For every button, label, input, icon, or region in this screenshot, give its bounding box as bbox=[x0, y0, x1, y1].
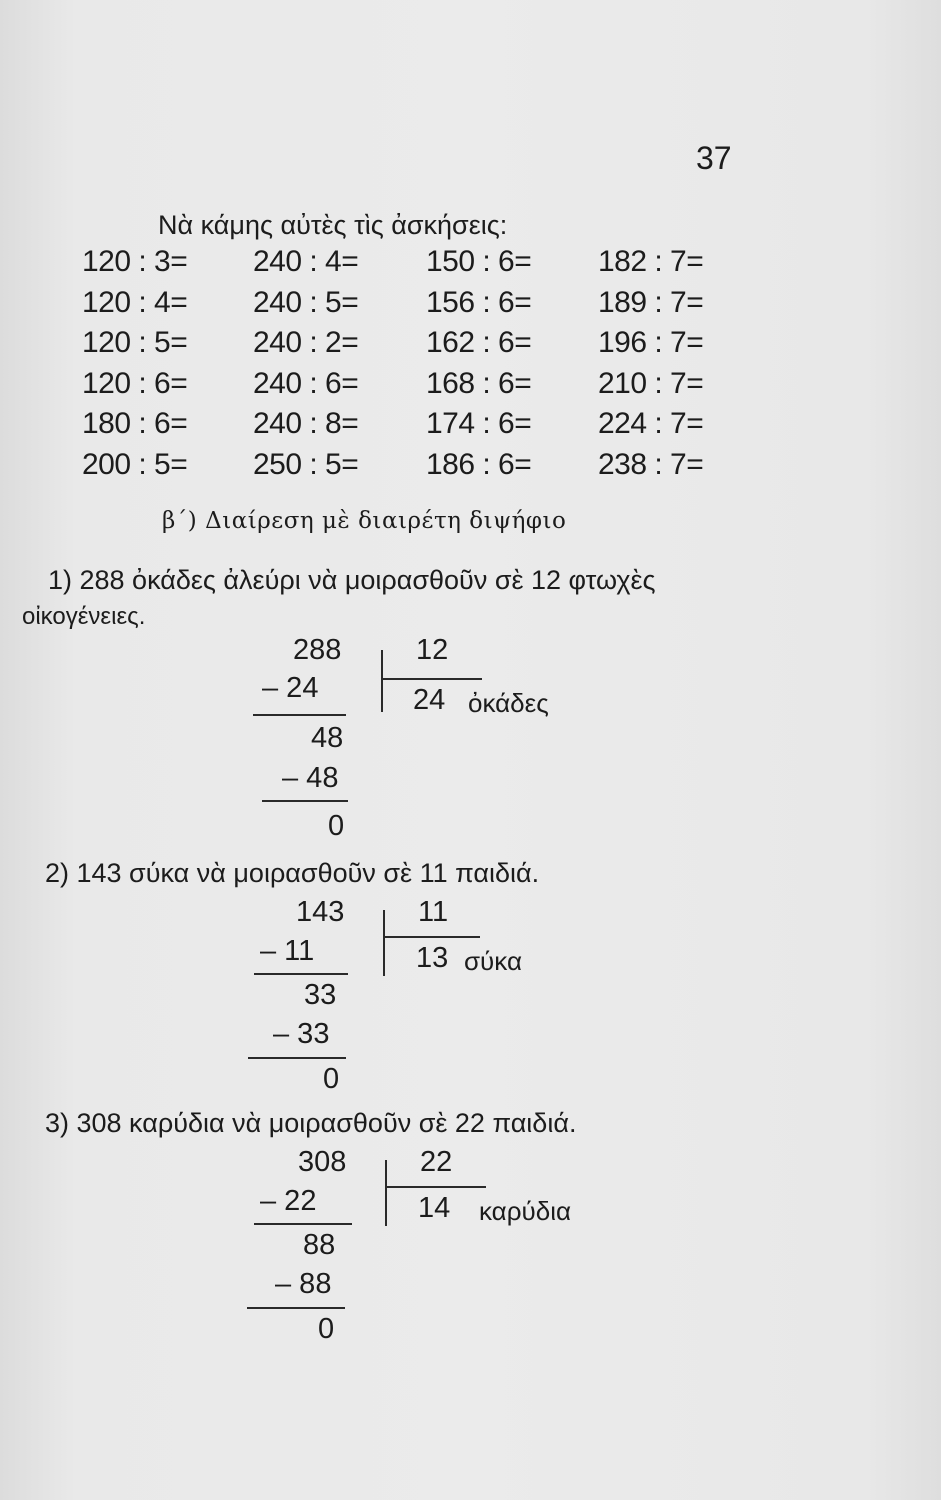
exercise-row bbox=[60, 367, 760, 408]
exercise-row bbox=[60, 448, 760, 489]
quotient: 24 bbox=[413, 684, 446, 716]
exercise-item: 250 : 5= bbox=[253, 447, 359, 481]
problem-1-text: 1) 288 ὀκάδες ἀλεύρι νὰ μοιρασθοῦν σὲ 12 φτωχὲς bbox=[48, 565, 656, 595]
division-bracket-vertical bbox=[385, 1160, 387, 1226]
exercise-grid bbox=[60, 245, 760, 488]
exercise-item: 168 : 6= bbox=[426, 366, 532, 400]
exercise-item: 120 : 6= bbox=[82, 366, 188, 400]
exercise-item: 200 : 5= bbox=[82, 447, 188, 481]
divisor: 22 bbox=[420, 1146, 453, 1178]
exercise-row bbox=[60, 326, 760, 367]
exercise-item: 238 : 7= bbox=[598, 447, 704, 481]
subtraction-step: – 48 bbox=[282, 762, 339, 794]
problem-3-text: 3) 308 καρύδια νὰ μοιρασθοῦν σὲ 22 παιδιά. bbox=[45, 1108, 577, 1138]
exercise-item: 120 : 5= bbox=[82, 326, 188, 359]
divisor: 11 bbox=[418, 896, 449, 928]
quotient-unit: καρύδια bbox=[479, 1196, 572, 1226]
exercise-item: 240 : 2= bbox=[253, 326, 359, 359]
exercise-row bbox=[60, 245, 760, 286]
dividend: 308 bbox=[298, 1146, 347, 1178]
division-bracket-vertical bbox=[381, 650, 383, 712]
exercise-item: 240 : 8= bbox=[253, 407, 359, 440]
exercise-item: 240 : 5= bbox=[253, 285, 359, 319]
exercise-item: 162 : 6= bbox=[426, 326, 532, 359]
problem-1-text-cont: οἰκογένειες. bbox=[22, 603, 146, 630]
exercise-item: 156 : 6= bbox=[426, 285, 532, 319]
exercise-item: 174 : 6= bbox=[426, 407, 532, 440]
exercise-item: 180 : 6= bbox=[82, 407, 188, 440]
subtraction-line bbox=[262, 800, 348, 802]
subtraction-line bbox=[254, 973, 348, 975]
exercise-item: 240 : 4= bbox=[253, 245, 359, 278]
partial-remainder: 33 bbox=[304, 979, 337, 1011]
partial-remainder: 48 bbox=[311, 722, 344, 754]
exercise-item: 150 : 6= bbox=[426, 245, 532, 278]
division-bracket-horizontal bbox=[384, 936, 480, 938]
exercise-row bbox=[60, 286, 760, 327]
quotient: 14 bbox=[418, 1192, 451, 1224]
final-remainder: 0 bbox=[323, 1063, 340, 1095]
page-number: 37 bbox=[696, 140, 732, 176]
dividend: 143 bbox=[296, 896, 345, 928]
final-remainder: 0 bbox=[318, 1313, 335, 1345]
subtraction-step: – 24 bbox=[262, 672, 319, 704]
exercise-item: 120 : 4= bbox=[82, 285, 188, 319]
exercise-item: 196 : 7= bbox=[598, 326, 704, 359]
divisor: 12 bbox=[416, 634, 449, 666]
exercise-item: 182 : 7= bbox=[598, 245, 704, 278]
exercise-item: 210 : 7= bbox=[598, 366, 704, 400]
quotient-unit: ὀκάδες bbox=[468, 688, 549, 718]
exercise-item: 189 : 7= bbox=[598, 285, 704, 319]
exercise-item: 120 : 3= bbox=[82, 245, 188, 278]
exercise-item: 186 : 6= bbox=[426, 447, 532, 481]
division-bracket-vertical bbox=[383, 910, 385, 976]
quotient-unit: σύκα bbox=[464, 946, 522, 976]
subtraction-line bbox=[248, 1057, 346, 1059]
partial-remainder: 88 bbox=[303, 1229, 336, 1261]
subtraction-line bbox=[247, 1307, 345, 1309]
exercise-item: 240 : 6= bbox=[253, 366, 359, 400]
division-bracket-horizontal bbox=[382, 678, 482, 680]
final-remainder: 0 bbox=[328, 810, 345, 842]
subtraction-line bbox=[254, 1223, 352, 1225]
dividend: 288 bbox=[293, 634, 342, 666]
subtraction-step: – 11 bbox=[260, 935, 315, 967]
subtraction-step: – 88 bbox=[275, 1268, 332, 1300]
exercise-instruction: Νὰ κάμης αὐτὲς τὶς ἀσκήσεις: bbox=[158, 210, 508, 240]
subtraction-step: – 22 bbox=[260, 1185, 317, 1217]
division-bracket-horizontal bbox=[386, 1186, 486, 1188]
exercise-item: 224 : 7= bbox=[598, 407, 704, 440]
subtraction-line bbox=[253, 714, 346, 716]
subtraction-step: – 33 bbox=[273, 1018, 330, 1050]
problem-2-text: 2) 143 σύκα νὰ μοιρασθοῦν σὲ 11 παιδιά. bbox=[45, 858, 540, 888]
quotient: 13 bbox=[416, 942, 449, 974]
exercise-row bbox=[60, 407, 760, 448]
section-heading: β΄) Διαίρεση μὲ διαιρέτη διψήφιο bbox=[162, 508, 567, 534]
